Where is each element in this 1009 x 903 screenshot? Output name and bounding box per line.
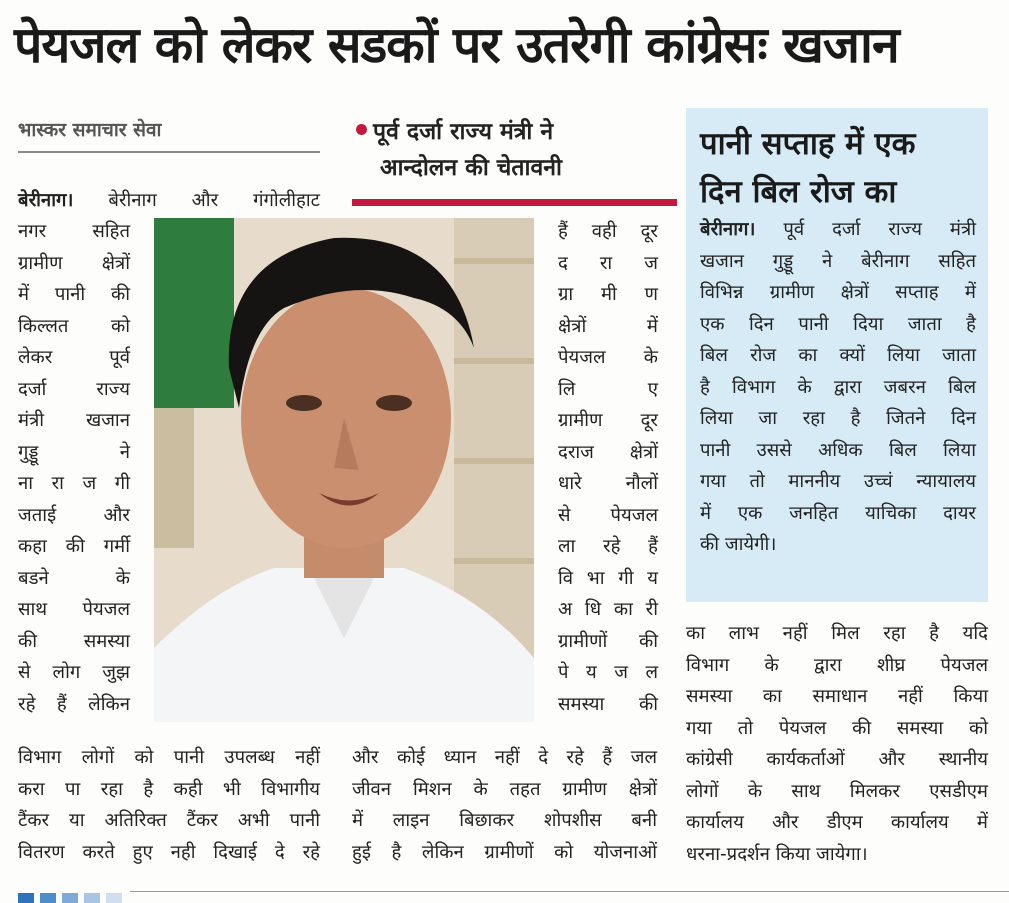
text-line: समस्या का समाधान नहीं किया (686, 686, 988, 707)
text-line: मंत्री खजान (18, 410, 130, 431)
portrait-icon (154, 218, 534, 722)
text-line: वितरण करते हुए नही दिखाई दे रहे (18, 841, 320, 863)
text-line: जताई और (18, 504, 130, 526)
kicker-line-1: पूर्व दर्जा राज्य मंत्री ने (373, 119, 554, 145)
text-line: विभाग लोगों को पानी उपलब्ध नहीं (18, 747, 320, 768)
text-line: दराज क्षेत्रों (558, 441, 658, 463)
text-line: दर्जा राज्य (18, 378, 130, 400)
footer-square (18, 893, 34, 903)
text-line: में एक जनहित याचिका दायर (700, 502, 976, 524)
footer-rule (130, 891, 1009, 892)
sidebar-title-line-2: दिन बिल रोज का (700, 174, 897, 210)
text-line: धरना-प्रदर्शन किया जायेगा। (686, 843, 868, 865)
text-line: विभिन्न ग्रामीण क्षेत्रों सप्ताह में (700, 282, 976, 303)
text-line: समस्या की (558, 693, 658, 715)
headline: पेयजल को लेकर सडकों पर उतरेगी कांग्रेसः खजान (14, 16, 899, 74)
text-line: हुई है लेकिन ग्रामीणों को योजनाओं (352, 841, 657, 863)
text-line: लेकर पूर्व (18, 347, 130, 368)
text-line: हैं वही दूर (558, 221, 658, 242)
text-line: ग्रामीण क्षेत्रों (18, 252, 130, 274)
text-line: लिया जा रहा है जितने दिन (700, 408, 976, 429)
text-line: द रा ज (558, 252, 658, 274)
text-line: में पानी की (18, 284, 130, 305)
text-line: में लाइन बिछाकर शोपशीस बनी (352, 810, 657, 831)
text-line: है विभाग के द्वारा जबरन बिल (700, 376, 976, 398)
byline: भास्कर समाचार सेवा (18, 119, 162, 141)
portrait-photo (154, 218, 534, 722)
dateline: बेरीनाग। (18, 190, 74, 211)
text-line: एक दिन पानी दिया जाता है (700, 313, 976, 335)
text-line: गया तो पेयजल की समस्या को (686, 717, 988, 739)
text-line: नगर सहित (18, 221, 130, 242)
column-1-lead (18, 185, 320, 217)
text-line: ना रा ज गी (18, 473, 130, 494)
text-line: वि भा गी य (558, 567, 658, 589)
text-line: कहा की गर्मी (18, 536, 130, 557)
text-line: से पेयजल (558, 504, 658, 526)
text-line: लि ए (558, 378, 658, 400)
text-line: साथ पेयजल (18, 599, 130, 620)
byline-divider (18, 151, 320, 153)
text-line: कांग्रेसी कार्यकर्ताओं और स्थानीय (686, 749, 988, 770)
text-line: रहे हैं लेकिन (18, 693, 130, 715)
kicker-rule (352, 199, 677, 206)
text-line: से लोग जुझ (18, 662, 130, 683)
text-line: ग्रामीणों की (558, 630, 658, 652)
text-line: की समस्या (18, 630, 130, 652)
text-line: पेयजल के (558, 347, 658, 368)
text-line: करा पा रहा है कही भी विभागीय (18, 778, 320, 800)
text-line: गया तो माननीय उच्चं न्यायालय (700, 471, 976, 492)
kicker (356, 114, 676, 186)
column-2-narrow (558, 216, 658, 720)
footer-square (40, 893, 56, 903)
footer-square (62, 893, 78, 903)
text-line: क्षेत्रों में (558, 315, 658, 337)
bullet-icon (356, 124, 367, 135)
text-line: विभाग के द्वारा शीघ्र पेयजल (686, 654, 988, 676)
column-1-narrow (18, 216, 130, 720)
kicker-line-2: आन्दोलन की चेतावनी (380, 155, 562, 181)
sidebar-title-line-1: पानी सप्ताह में एक (700, 126, 916, 162)
sidebar-lead: पूर्व दर्जा राज्य मंत्री (783, 219, 977, 240)
text-line: टैंकर या अतिरिक्त टैंकर अभी पानी (18, 810, 320, 831)
text-line: लोगों के साथ मिलकर एसडीएम (686, 780, 988, 802)
footer-square (106, 893, 122, 903)
text-line: जीवन मिशन के तहत ग्रामीण क्षेत्रों (352, 778, 657, 800)
footer-square (84, 893, 100, 903)
text-line: और कोई ध्यान नहीं दे रहे हैं जल (352, 747, 657, 768)
text-line: पे य ज ल (558, 662, 658, 683)
column-1-bottom (18, 742, 320, 868)
lead-text: बेरीनाग और गंगोलीहाट (108, 190, 320, 211)
text-line: बडने के (18, 567, 130, 589)
text-line: पानी उससे अधिक बिल लिया (700, 439, 976, 461)
text-line: ग्रा मी ण (558, 284, 658, 305)
text-line: धारे नौलों (558, 473, 658, 494)
column-2-bottom (352, 742, 657, 868)
sidebar-body (700, 214, 976, 561)
text-line: गुड्डू ने (18, 441, 130, 463)
column-3 (686, 618, 988, 870)
sidebar-dateline: बेरीनाग। (700, 219, 756, 240)
text-line: कार्यालय और डीएम कार्यालय में (686, 812, 988, 833)
text-line: अ धि का री (558, 599, 658, 620)
text-line: का लाभ नहीं मिल रहा है यदि (686, 623, 988, 644)
text-line: किल्लत को (18, 315, 130, 337)
text-line: ग्रामीण दूर (558, 410, 658, 431)
sidebar-title (700, 120, 984, 216)
text-line: बिल रोज का क्यों लिया जाता (700, 345, 976, 366)
text-line: खजान गुड्डू ने बेरीनाग सहित (700, 250, 976, 272)
text-line: की जायेगी। (700, 534, 777, 555)
text-line: ला रहे हैं (558, 536, 658, 557)
